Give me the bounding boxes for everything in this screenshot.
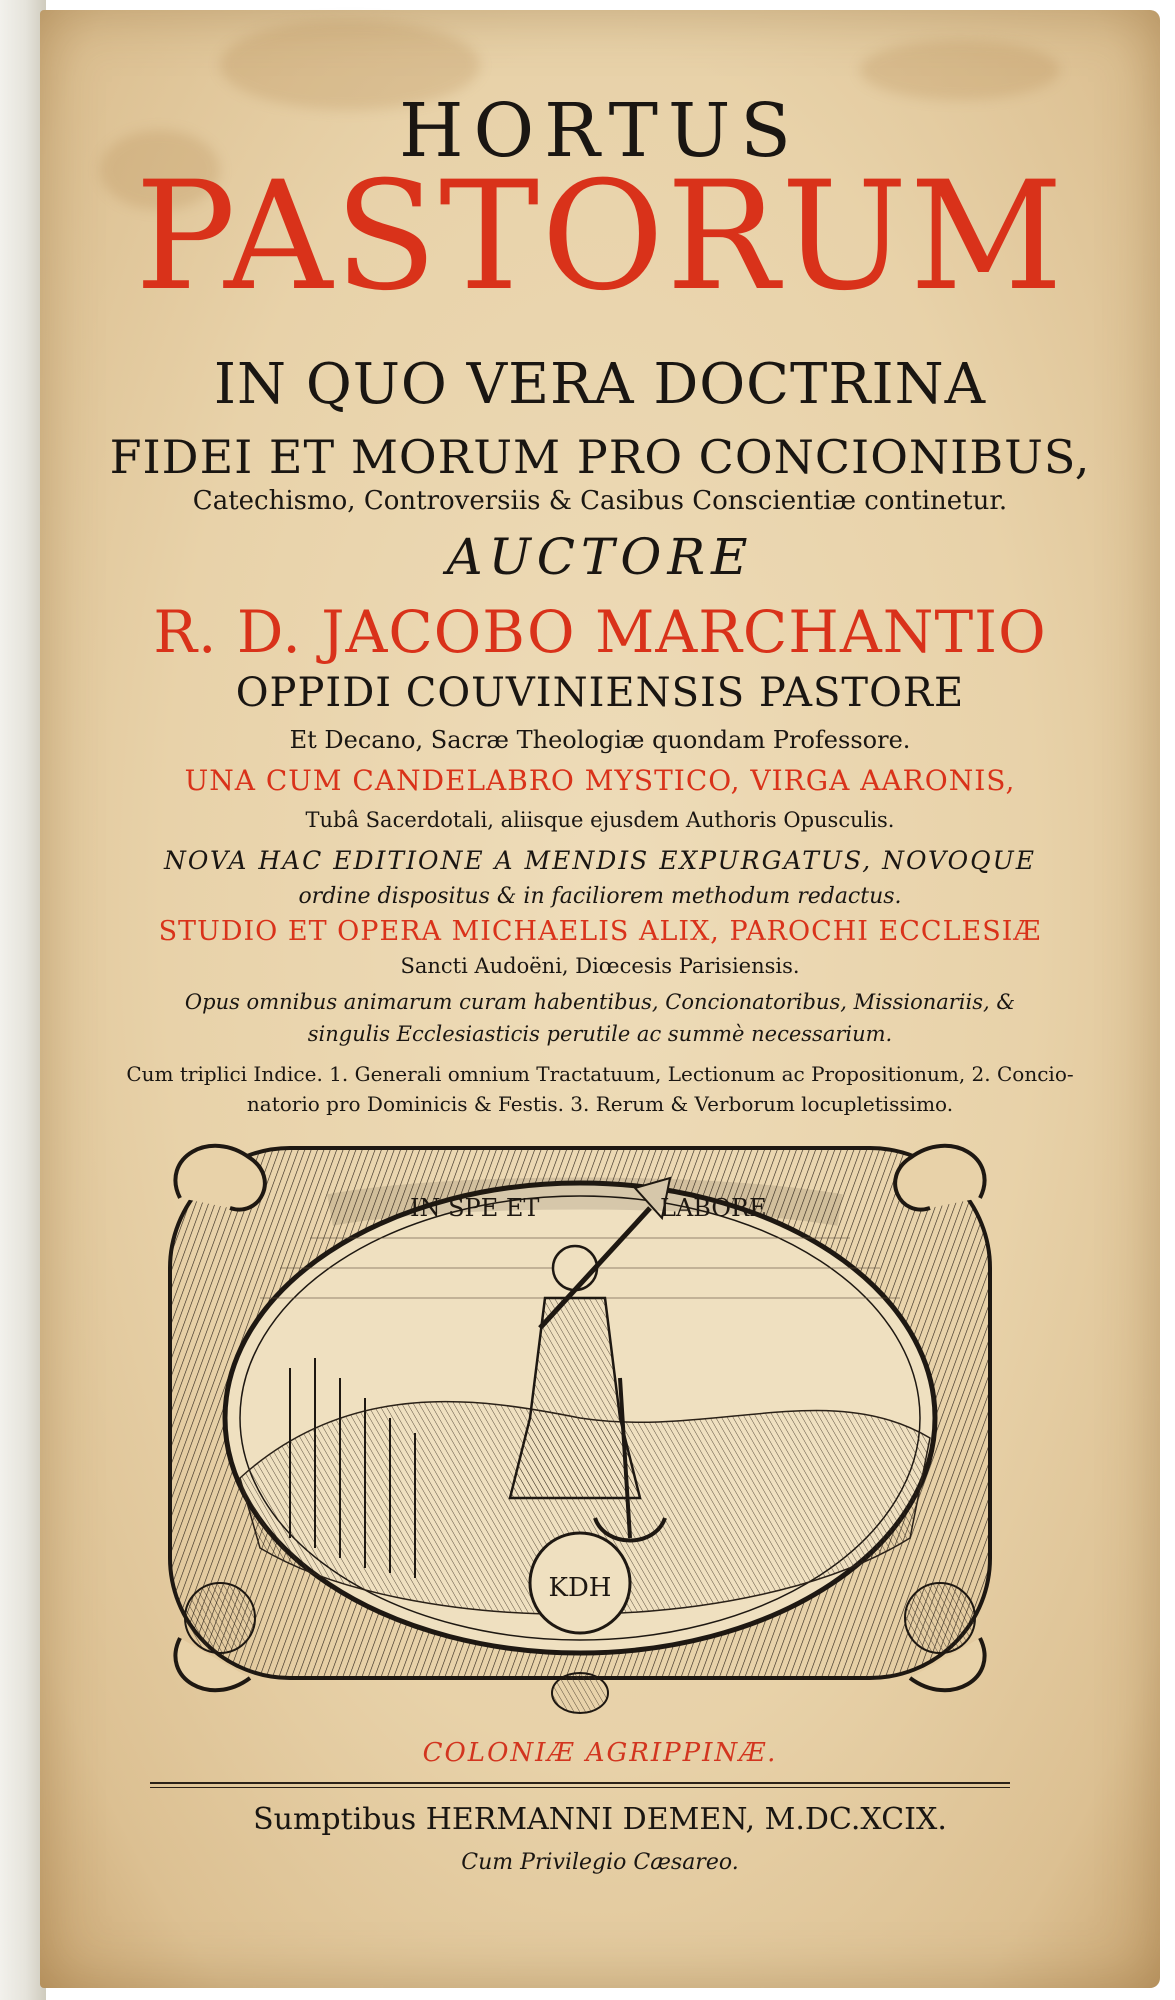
editor-line: STUDIO ET OPERA MICHAELIS ALIX, PAROCHI ECCLESIÆ xyxy=(158,916,1042,947)
author-title: OPPIDI COUVINIENSIS PASTORE xyxy=(235,670,965,716)
index-line: Cum triplici Indice. 1. Generali omnium Tractatuum, Lectionum ac Propositionum, 2. Concio- xyxy=(126,1062,1074,1086)
imprint-rule xyxy=(150,1787,1010,1788)
audience-line: singulis Ecclesiasticis perutile ac summè necessarium. xyxy=(307,1022,893,1046)
fruit-garland-left xyxy=(185,1583,255,1653)
fruit-garland-right xyxy=(905,1583,975,1653)
mask-ornament xyxy=(552,1673,608,1713)
printer-device-vignette xyxy=(150,1118,1010,1718)
subtitle-line: Catechismo, Controversiis & Casibus Conscientiæ continetur. xyxy=(192,486,1008,516)
author-name: R. D. JACOBO MARCHANTIO xyxy=(153,598,1047,666)
subtitle-line: IN QUO VERA DOCTRINA xyxy=(213,352,987,417)
imprint-rule xyxy=(150,1782,1010,1784)
title-line-hortus: HORTUS xyxy=(398,88,802,174)
contents-line: Tubâ Sacerdotali, aliisque ejusdem Authoris Opusculis. xyxy=(305,808,895,832)
imprint-privilege: Cum Privilegio Cæsareo. xyxy=(461,1850,739,1875)
subtitle-line: FIDEI ET MORUM PRO CONCIONIBUS, xyxy=(109,430,1091,484)
audience-line: Opus omnibus animarum curam habentibus, Concionatoribus, Missionariis, & xyxy=(184,990,1016,1014)
edition-line: ordine dispositus & in faciliorem methodum redactus. xyxy=(298,884,902,909)
editor-line: Sancti Audoëni, Diœcesis Parisiensis. xyxy=(400,954,800,978)
contents-line: UNA CUM CANDELABRO MYSTICO, VIRGA AARONIS, xyxy=(184,764,1016,797)
motto-right: LABORE xyxy=(660,1194,767,1222)
imprint-place: COLONIÆ AGRIPPINÆ. xyxy=(422,1738,778,1768)
author-title: Et Decano, Sacræ Theologiæ quondam Professore. xyxy=(289,726,911,754)
motto-left: IN SPE ET xyxy=(410,1194,540,1222)
title-line-pastorum: PASTORUM xyxy=(134,150,1066,324)
imprint-publisher: Sumptibus HERMANNI DEMEN, M.DC.XCIX. xyxy=(253,1802,947,1837)
author-label: AUCTORE xyxy=(446,528,754,586)
index-line: natorio pro Dominicis & Festis. 3. Rerum & Verborum locupletissimo. xyxy=(246,1092,954,1116)
monogram: KDH xyxy=(548,1573,612,1603)
edition-line: NOVA HAC EDITIONE A MENDIS EXPURGATUS, NOVOQUE xyxy=(164,846,1036,875)
